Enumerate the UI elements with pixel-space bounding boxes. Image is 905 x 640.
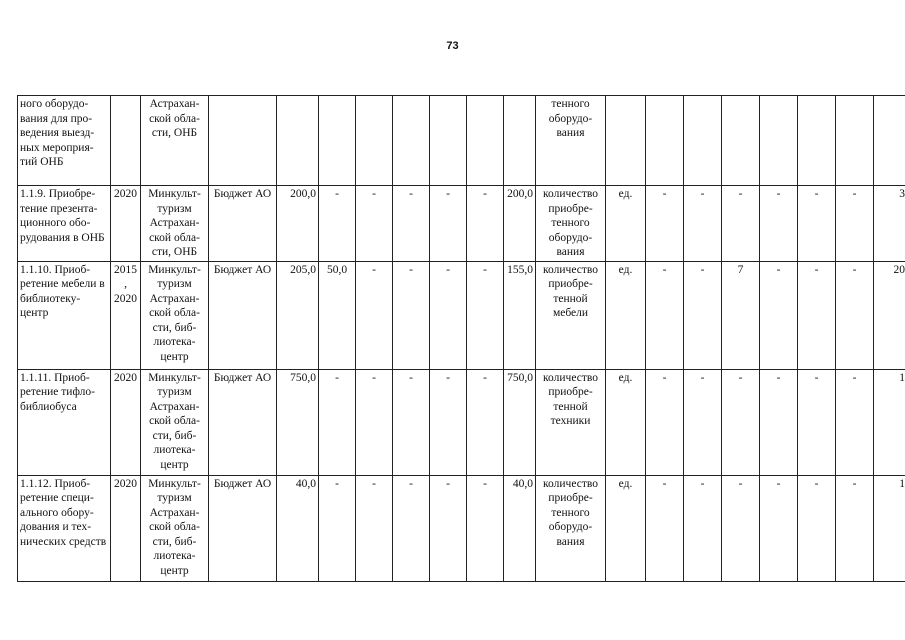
cell-y2019 (467, 96, 504, 186)
cell-i5: - (798, 475, 836, 581)
table-row (18, 261, 905, 369)
cell-unit: ед. (606, 186, 646, 262)
cell-source: Бюджет АО (209, 261, 277, 369)
cell-y2015: - (319, 186, 356, 262)
cell-i1: - (646, 475, 684, 581)
cell-i4: - (760, 186, 798, 262)
table-row (18, 186, 905, 262)
cell-name: ного оборудо-вания для про-ведения выезд-ных мероприя-тий ОНБ (18, 96, 111, 186)
cell-unit: ед. (606, 475, 646, 581)
cell-i1: - (646, 186, 684, 262)
cell-name: 1.1.9. Приобре-тение презента-ционного обо-рудования в ОНБ (18, 186, 111, 262)
cell-i5: - (798, 186, 836, 262)
cell-indicator: количество приобре-тенного оборудо-вания (536, 186, 606, 262)
cell-name: 1.1.10. Приоб-ретение мебели в библиотеку-центр (18, 261, 111, 369)
cell-total: 750,0 (277, 369, 319, 475)
cell-source: Бюджет АО (209, 369, 277, 475)
cell-i1: - (646, 261, 684, 369)
cell-total: 40,0 (277, 475, 319, 581)
cell-y2018: - (430, 261, 467, 369)
cell-indicator: количество приобре-тенного оборудо-вания (536, 475, 606, 581)
cell-i6: - (836, 261, 874, 369)
cell-y2015: 50,0 (319, 261, 356, 369)
cell-i3: - (722, 186, 760, 262)
cell-i7 (874, 96, 905, 186)
cell-i2 (684, 96, 722, 186)
cell-y2019: - (467, 475, 504, 581)
cell-y2020: 750,0 (504, 369, 536, 475)
page-number: 73 (446, 40, 459, 52)
cell-unit: ед. (606, 261, 646, 369)
cell-y2016: - (356, 261, 393, 369)
table-body (18, 96, 905, 582)
cell-year: 2020 (111, 186, 141, 262)
cell-y2019: - (467, 186, 504, 262)
cell-indicator: тенного оборудо-вания (536, 96, 606, 186)
cell-i6: - (836, 369, 874, 475)
cell-total: 200,0 (277, 186, 319, 262)
cell-y2015: - (319, 475, 356, 581)
cell-y2017: - (393, 261, 430, 369)
cell-i2: - (684, 369, 722, 475)
cell-i5 (798, 96, 836, 186)
cell-name: 1.1.12. Приоб-ретение специ-ального обору-дования и тех-нических средств (18, 475, 111, 581)
cell-i1: - (646, 369, 684, 475)
cell-executor: Минкульт-туризм Астрахан-ской обла-сти, биб-лиотека-центр (141, 261, 209, 369)
cell-y2016: - (356, 186, 393, 262)
cell-y2015: - (319, 369, 356, 475)
cell-i4: - (760, 261, 798, 369)
cell-unit: ед. (606, 369, 646, 475)
table-row (18, 369, 905, 475)
cell-year (111, 96, 141, 186)
cell-executor: Минкульт-туризм Астрахан-ской обла-сти, биб-лиотека-центр (141, 475, 209, 581)
cell-y2018: - (430, 186, 467, 262)
cell-i5: - (798, 369, 836, 475)
cell-i4: - (760, 369, 798, 475)
cell-executor: Астрахан-ской обла-сти, ОНБ (141, 96, 209, 186)
cell-y2016: - (356, 475, 393, 581)
cell-i7: 3 (874, 186, 905, 262)
cell-executor: Минкульт-туризм Астрахан-ской обла-сти, биб-лиотека-центр (141, 369, 209, 475)
cell-y2018: - (430, 475, 467, 581)
cell-y2019: - (467, 261, 504, 369)
cell-source: Бюджет АО (209, 475, 277, 581)
cell-year: 2015, 2020 (111, 261, 141, 369)
cell-y2015 (319, 96, 356, 186)
cell-i4 (760, 96, 798, 186)
cell-i6: - (836, 186, 874, 262)
cell-y2017: - (393, 475, 430, 581)
cell-name: 1.1.11. Приоб-ретение тифло-библиобуса (18, 369, 111, 475)
cell-i3: 7 (722, 261, 760, 369)
cell-i6: - (836, 475, 874, 581)
cell-y2017: - (393, 369, 430, 475)
cell-y2020 (504, 96, 536, 186)
table-row (18, 96, 905, 186)
table-row (18, 475, 905, 581)
cell-indicator: количество приобре-тенной мебели (536, 261, 606, 369)
cell-y2020: 200,0 (504, 186, 536, 262)
cell-i2: - (684, 186, 722, 262)
cell-source (209, 96, 277, 186)
cell-y2020: 155,0 (504, 261, 536, 369)
cell-i2: - (684, 261, 722, 369)
program-table (17, 95, 905, 582)
cell-total (277, 96, 319, 186)
cell-i6 (836, 96, 874, 186)
cell-i2: - (684, 475, 722, 581)
cell-indicator: количество приобре-тенной техники (536, 369, 606, 475)
cell-i7: 1 (874, 475, 905, 581)
cell-i3: - (722, 369, 760, 475)
cell-year: 2020 (111, 369, 141, 475)
cell-i7: 20 (874, 261, 905, 369)
cell-i1 (646, 96, 684, 186)
cell-i7: 1 (874, 369, 905, 475)
cell-y2018: - (430, 369, 467, 475)
cell-executor: Минкульт-туризм Астрахан-ской обла-сти, ОНБ (141, 186, 209, 262)
cell-y2019: - (467, 369, 504, 475)
cell-i3: - (722, 475, 760, 581)
cell-total: 205,0 (277, 261, 319, 369)
cell-y2017 (393, 96, 430, 186)
cell-y2016 (356, 96, 393, 186)
cell-i4: - (760, 475, 798, 581)
cell-i3 (722, 96, 760, 186)
cell-y2018 (430, 96, 467, 186)
cell-y2020: 40,0 (504, 475, 536, 581)
cell-y2017: - (393, 186, 430, 262)
cell-year: 2020 (111, 475, 141, 581)
cell-y2016: - (356, 369, 393, 475)
cell-source: Бюджет АО (209, 186, 277, 262)
cell-i5: - (798, 261, 836, 369)
cell-unit (606, 96, 646, 186)
